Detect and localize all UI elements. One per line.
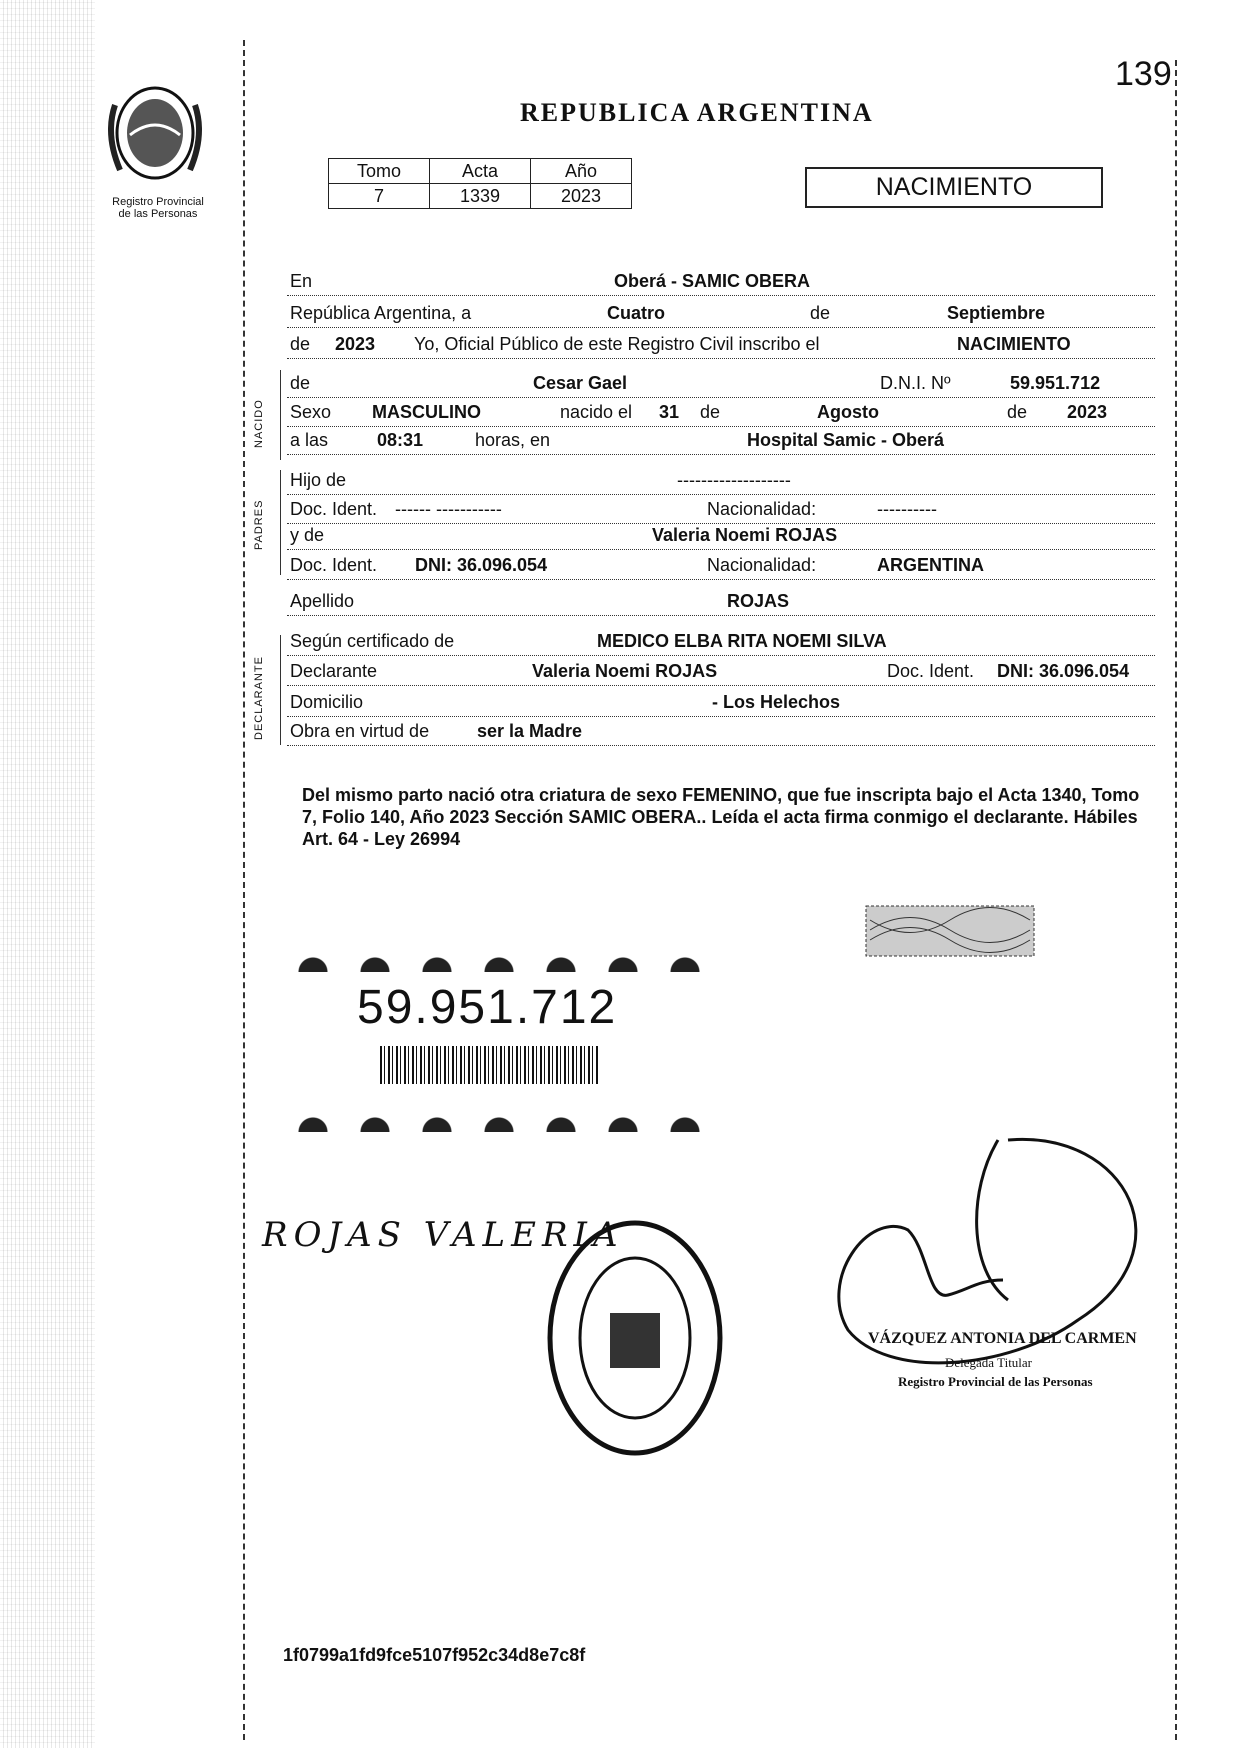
value-mother-name: Valeria Noemi ROJAS <box>652 525 838 545</box>
declarante-bracket <box>280 635 281 745</box>
value-sex: MASCULINO <box>372 402 481 422</box>
value-father-nationality: ---------- <box>877 499 937 519</box>
table-value-anio: 2023 <box>531 184 632 209</box>
label-nacionalidad2: Nacionalidad: <box>707 555 817 575</box>
value-birth-year: 2023 <box>1067 402 1108 422</box>
label-doc: Doc. Ident. <box>290 499 378 519</box>
value-year: 2023 <box>335 334 376 354</box>
label-doc3: Doc. Ident. <box>887 661 975 681</box>
value-place: Oberá - SAMIC OBERA <box>614 271 811 291</box>
value-declarant: Valeria Noemi ROJAS <box>532 661 718 681</box>
label-horas: horas, en <box>475 430 551 450</box>
value-birth-month: Agosto <box>817 402 879 422</box>
label-nacido: nacido el <box>560 402 633 422</box>
padres-bracket <box>280 470 281 575</box>
value-day: Cuatro <box>607 303 665 323</box>
row-official <box>287 334 1155 359</box>
official-org: Registro Provincial de las Personas <box>898 1374 1093 1389</box>
misiones-crest-icon <box>100 75 210 195</box>
value-father-doc: ------ ----------- <box>395 499 502 519</box>
label-de4: de <box>1007 402 1028 422</box>
value-father-name: ------------------- <box>677 470 791 490</box>
row-mother-doc <box>287 555 1155 580</box>
value-address: - Los Helechos <box>712 692 841 712</box>
label-doc2: Doc. Ident. <box>290 555 378 575</box>
label-domicilio: Domicilio <box>290 692 364 712</box>
security-seal-icon <box>865 905 1035 957</box>
document-title: REPUBLICA ARGENTINA <box>520 98 874 127</box>
nacido-bracket <box>280 370 281 460</box>
label-certificado: Según certificado de <box>290 631 455 651</box>
row-time-place <box>287 430 1155 455</box>
value-mother-nationality: ARGENTINA <box>877 555 984 575</box>
table-value-tomo: 7 <box>329 184 430 209</box>
table-header-anio: Año <box>531 159 632 184</box>
label-obra: Obra en virtud de <box>290 721 430 741</box>
document-hash: 1f0799a1fd9fce5107f952c34d8e7c8f <box>283 1645 586 1665</box>
record-type-box: NACIMIENTO <box>805 167 1103 208</box>
label-nacionalidad: Nacionalidad: <box>707 499 817 519</box>
side-label-nacido: NACIDO <box>253 399 265 448</box>
side-label-padres: PADRES <box>253 499 265 550</box>
row-place <box>287 271 1155 296</box>
label-sexo: Sexo <box>290 402 332 422</box>
row-certificate <box>287 631 1155 656</box>
birth-note: Del mismo parto nació otra criatura de sexo FEMENINO, que fue inscripta bajo el Acta 1340, Tomo 7, Folio 140, Año 2023 Sección SAMIC OBERA.. Leída el acta firma conmigo el declarante. Hábiles Art. 64 - Ley 26994 <box>302 785 1140 849</box>
value-month: Septiembre <box>947 303 1046 323</box>
value-act: NACIMIENTO <box>957 334 1071 354</box>
label-official-text: Yo, Oficial Público de este Registro Civil inscribo el <box>414 334 820 354</box>
row-father-doc <box>287 499 1155 524</box>
value-birth-day: 31 <box>659 402 680 422</box>
row-date <box>287 303 1155 328</box>
value-time: 08:31 <box>377 430 424 450</box>
side-label-declarante: DECLARANTE <box>253 656 265 740</box>
row-child-name <box>287 373 1155 398</box>
label-hijo: Hijo de <box>290 470 347 490</box>
value-child-name: Cesar Gael <box>533 373 628 393</box>
sticker-barcode <box>380 1046 598 1084</box>
label-de: de <box>290 373 311 393</box>
right-border-line <box>1175 60 1177 1740</box>
official-round-stamp-icon <box>545 1218 725 1458</box>
label-dni: D.N.I. Nº <box>880 373 951 393</box>
official-title: Delegada Titular <box>945 1355 1033 1370</box>
row-address <box>287 692 1155 717</box>
table-header-acta: Acta <box>430 159 531 184</box>
official-name: VÁZQUEZ ANTONIA DEL CARMEN <box>868 1330 1137 1347</box>
label-de1: de <box>810 303 831 323</box>
sticker-number: 59.951.712 <box>357 981 618 1034</box>
table-value-acta: 1339 <box>430 184 531 209</box>
value-declarant-doc: DNI: 36.096.054 <box>997 661 1130 681</box>
label-alas: a las <box>290 430 329 450</box>
row-surname <box>287 591 1155 616</box>
label-yde: y de <box>290 525 325 545</box>
label-declarante: Declarante <box>290 661 378 681</box>
crest-org-line1: Registro Provincial <box>112 196 204 208</box>
crest-org-label <box>88 196 228 220</box>
sticker-wave-bottom <box>282 1100 727 1132</box>
label-de3: de <box>700 402 721 422</box>
table-header-tomo: Tomo <box>329 159 430 184</box>
label-de2: de <box>290 334 311 354</box>
label-apellido: Apellido <box>290 591 355 611</box>
handwritten-name: ROJAS VALERIA <box>262 1215 624 1255</box>
registry-table <box>328 158 632 209</box>
label-en: En <box>290 271 313 291</box>
crest-org-line2: de las Personas <box>118 208 198 220</box>
row-capacity <box>287 721 1155 746</box>
value-hospital: Hospital Samic - Oberá <box>747 430 945 450</box>
scan-noise-left <box>0 0 95 1748</box>
row-declarant <box>287 661 1155 686</box>
page-number: 139 <box>1115 55 1172 93</box>
left-border-line <box>243 40 245 1740</box>
value-surname: ROJAS <box>727 591 790 611</box>
label-republica: República Argentina, a <box>290 303 472 323</box>
value-child-dni: 59.951.712 <box>1010 373 1101 393</box>
row-father <box>287 470 1155 495</box>
row-sex-birth <box>287 402 1155 427</box>
row-mother <box>287 525 1155 550</box>
sticker-wave-top <box>282 940 727 972</box>
value-capacity: ser la Madre <box>477 721 583 741</box>
value-certificate: MEDICO ELBA RITA NOEMI SILVA <box>597 631 887 651</box>
value-mother-doc: DNI: 36.096.054 <box>415 555 548 575</box>
